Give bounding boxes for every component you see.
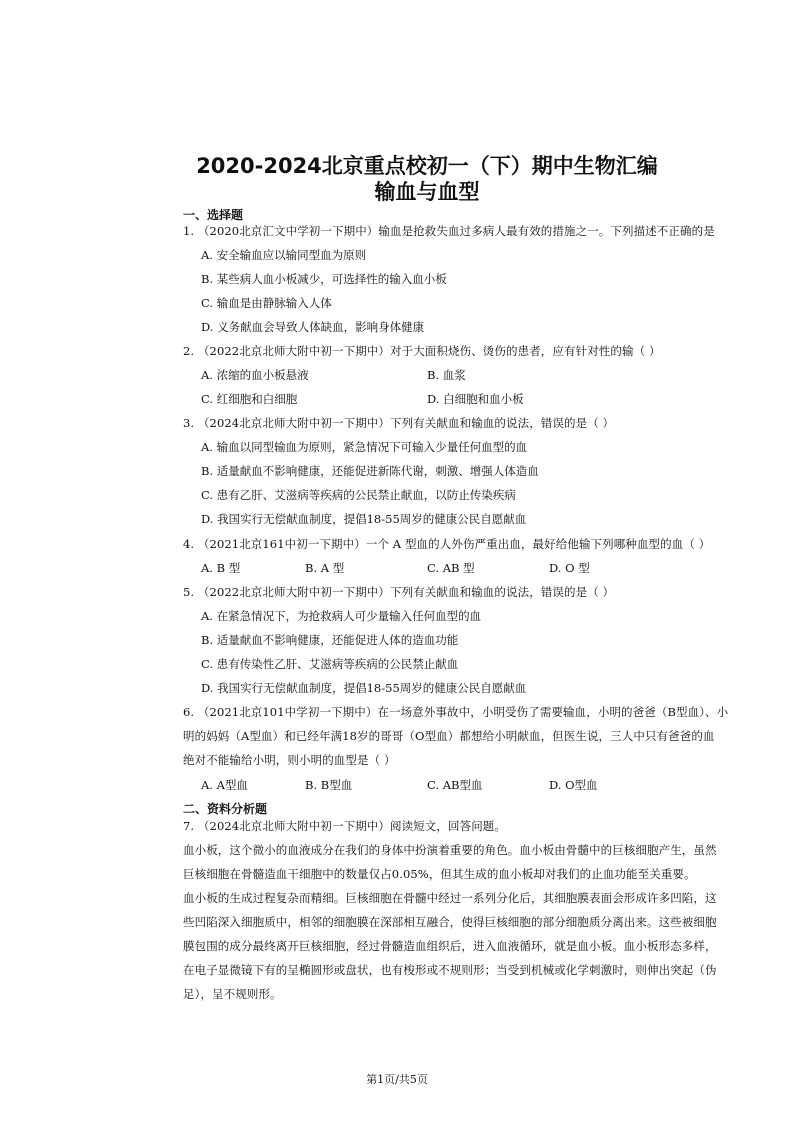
passage-paragraph-2-line-1: 血小板的生成过程复杂而精细。巨核细胞在骨髓中经过一系列分化后，其细胞膜表面会形成许多凹陷，这 (183, 891, 717, 905)
passage-paragraph-2-line-2: 些凹陷深入细胞质中，相邻的细胞膜在深部相互融合，使得巨核细胞的部分细胞质分离出来。这些被细胞 (183, 915, 717, 929)
question-3-stem: 3. （2024北京北师大附中初一下期中）下列有关献血和输血的说法，错误的是（ ） (183, 416, 615, 430)
question-4-option-a: A. B 型 (201, 561, 241, 575)
section-heading-analysis: 二、资料分析题 (183, 802, 268, 816)
question-3-option-b: B. 适量献血不影响健康，还能促进新陈代谢，刺激、增强人体造血 (201, 464, 539, 478)
document-title: 2020-2024北京重点校初一（下）期中生物汇编 (196, 154, 658, 178)
passage-paragraph-2-line-4: 在电子显微镜下有的呈椭圆形或盘状，也有梭形或不规则形；当受到机械或化学刺激时，则伸出突起（伪 (183, 963, 717, 977)
question-4-option-d: D. O 型 (549, 561, 590, 575)
document-subtitle: 输血与血型 (374, 180, 480, 204)
question-6-option-a: A. A型血 (201, 778, 248, 792)
question-2-stem: 2. （2022北京北师大附中初一下期中）对于大面积烧伤、烫伤的患者，应有针对性的输（ ） (183, 344, 661, 358)
passage-paragraph-2-line-3: 膜包围的成分最终离开巨核细胞，经过骨髓造血组织后，进入血液循环，就是血小板。血小板形态多样， (183, 939, 717, 953)
question-6-option-c: C. AB型血 (427, 778, 483, 792)
question-3-option-c: C. 患有乙肝、艾滋病等疾病的公民禁止献血，以防止传染疾病 (201, 488, 516, 502)
question-6-stem-line-2: 明的妈妈（A型血）和已经年满18岁的哥哥（O型血）都想给小明献血，但医生说，三人中只有爸爸的血 (183, 729, 715, 743)
question-2-option-a: A. 浓缩的血小板悬液 (201, 368, 309, 382)
question-5-option-c: C. 患有传染性乙肝、艾滋病等疾病的公民禁止献血 (201, 657, 459, 671)
question-6-stem-line-3: 绝对不能输给小明，则小明的血型是（ ） (183, 753, 396, 767)
question-6-option-b: B. B型血 (305, 778, 353, 792)
question-5-option-b: B. 适量献血不影响健康，还能促进人体的造血功能 (201, 633, 459, 647)
question-4-option-b: B. A 型 (305, 561, 345, 575)
question-1-stem: 1. （2020北京汇文中学初一下期中）输血是抢救失血过多病人最有效的措施之一。下列描述不正确的是 (183, 224, 715, 238)
question-6-option-d: D. O型血 (549, 778, 598, 792)
question-5-stem: 5. （2022北京北师大附中初一下期中）下列有关献血和输血的说法，错误的是（ ） (183, 585, 615, 599)
question-5-option-a: A. 在紧急情况下，为抢救病人可少量输入任何血型的血 (201, 609, 482, 623)
question-6-stem-line-1: 6. （2021北京101中学初一下期中）在一场意外事故中，小明受伤了需要输血，小明的爸爸（B型血）、小 (183, 705, 729, 719)
passage-paragraph-1-line-2: 巨核细胞在骨髓造血干细胞中的数量仅占0.05%，但其生成的血小板却对我们的止血功能至关重要。 (183, 867, 696, 881)
passage-paragraph-2-line-5: 足），呈不规则形。 (183, 987, 282, 1001)
question-5-option-d: D. 我国实行无偿献血制度，提倡18-55周岁的健康公民自愿献血 (201, 681, 527, 695)
passage-paragraph-1-line-1: 血小板，这个微小的血液成分在我们的身体中扮演着重要的角色。血小板由骨髓中的巨核细胞产生，虽然 (183, 843, 717, 857)
question-2-option-c: C. 红细胞和白细胞 (201, 392, 298, 406)
question-3-option-a: A. 输血以同型输血为原则，紧急情况下可输入少量任何血型的血 (201, 440, 528, 454)
question-4-option-c: C. AB 型 (427, 561, 475, 575)
question-2-option-b: B. 血浆 (427, 368, 466, 382)
question-4-stem: 4. （2021北京161中初一下期中）一个 A 型血的人外伤严重出血，最好给他输下列哪种血型的血（ ） (183, 537, 711, 551)
question-2-option-d: D. 白细胞和血小板 (427, 392, 524, 406)
question-1-option-d: D. 义务献血会导致人体缺血，影响身体健康 (201, 320, 425, 334)
question-1-option-c: C. 输血是由静脉输入人体 (201, 296, 332, 310)
question-3-option-d: D. 我国实行无偿献血制度，提倡18-55周岁的健康公民自愿献血 (201, 512, 527, 526)
question-1-option-b: B. 某些病人血小板减少，可选择性的输入血小板 (201, 272, 447, 286)
question-1-option-a: A. 安全输血应以输同型血为原则 (201, 248, 367, 262)
page-footer: 第1页/共5页 (366, 1073, 428, 1086)
section-heading-choice: 一、选择题 (183, 208, 244, 222)
question-7-stem: 7. （2024北京北师大附中初一下期中）阅读短文，回答问题。 (183, 819, 506, 833)
